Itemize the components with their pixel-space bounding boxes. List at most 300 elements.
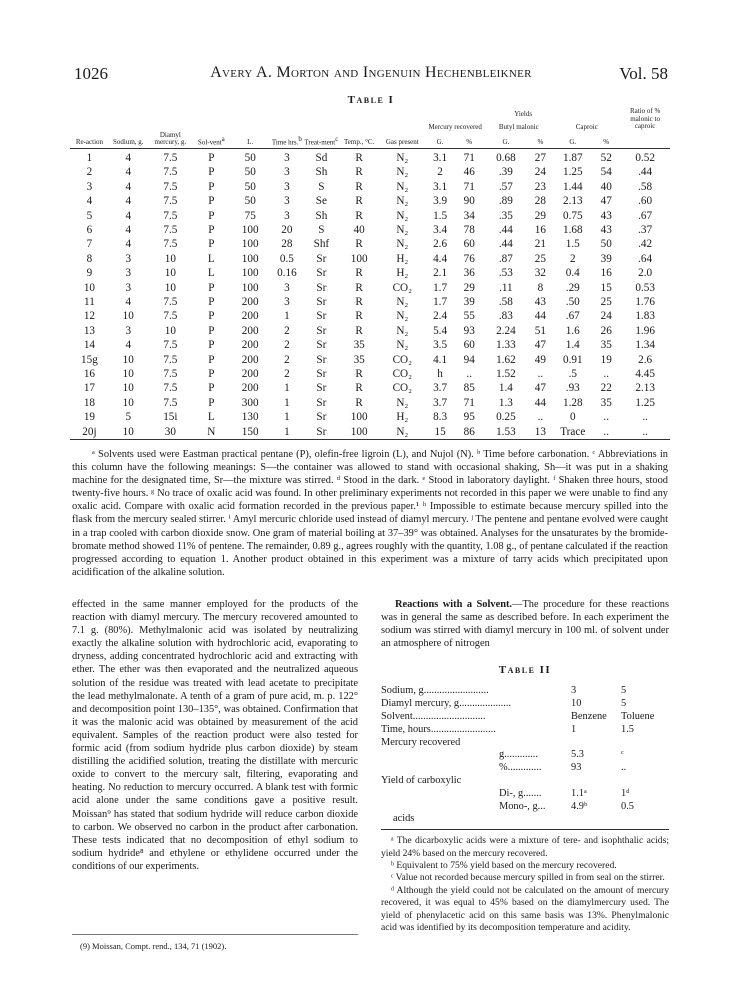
table1-cell: 20j	[70, 425, 109, 440]
table1-cell: 100	[241, 281, 259, 294]
table1-cell: 13	[83, 324, 96, 337]
table1-cell: 1	[284, 396, 290, 409]
table2-label: Sodium, g.........................	[381, 685, 489, 697]
table1-cell: 3	[284, 195, 290, 208]
table1-cell: N₂	[396, 396, 409, 409]
table2-note: ᵇ Equivalent to 75% yield based on the mercury recovered.	[391, 860, 617, 872]
table1-column-header: G.	[484, 132, 527, 149]
table1-cell: 2	[284, 339, 290, 352]
table1-cell: 0.25	[496, 411, 516, 424]
table1-cell: Sr	[316, 267, 327, 280]
running-title: Avery A. Morton and Ingenuin Hechenbleikner	[210, 64, 532, 81]
table2-label: Mono-, g...	[499, 800, 546, 812]
table1-cell: 35	[600, 396, 612, 409]
table1-cell: 76	[463, 252, 475, 265]
table1-cell: N₂	[396, 224, 409, 236]
table1-cell: 0.5	[279, 252, 294, 265]
table1-cell: Shf	[313, 238, 330, 251]
table1-cell: P	[208, 195, 215, 208]
table2-note: ᵃ The dicarboxylic acids were a mixture of tere- and isophthalic acids; yield 24% based on the mercury recovered.	[381, 835, 669, 859]
table2-value: 5	[621, 698, 627, 710]
table1-row	[70, 209, 670, 223]
yield-label: Yield of carboxylic	[381, 775, 462, 787]
table1-cell: P	[208, 281, 215, 294]
yields-group-header: Yields	[514, 110, 533, 119]
table1-cell: 1.62	[496, 353, 516, 366]
table1-cell: P	[208, 224, 215, 236]
table1-column-header	[620, 132, 670, 149]
table1-cell: 93	[463, 324, 475, 337]
table1-cell: 1.4	[565, 339, 580, 352]
table1-cell: 50	[244, 180, 256, 193]
table1-cell: 7.5	[163, 166, 178, 179]
table2-label: %.............	[499, 762, 542, 774]
table1-row	[70, 295, 670, 309]
caproic-header: Caproic	[575, 122, 598, 131]
table1-cell: 2.4	[433, 310, 448, 323]
table1-cell: 15g	[81, 353, 98, 366]
table1-cell: 200	[241, 339, 259, 352]
table1-cell: 60	[463, 339, 475, 352]
table2-group-label-row	[381, 813, 669, 826]
table1-cell: 130	[241, 411, 259, 424]
table2-value: 5	[621, 685, 627, 697]
table1-cell: P	[208, 396, 215, 409]
table1-cell: 7.5	[163, 339, 178, 352]
table1-cell: 6	[86, 224, 93, 236]
table1-cell: h	[437, 368, 443, 381]
table1-cell: .53	[498, 267, 513, 280]
table1-cell: 18	[83, 396, 96, 409]
right-column-text: —The procedure for these reactions was in general the same as described before. In each experiment the sodium was stirred with diamyl mercury in 100 ml. of solvent under an atmosphere of nitrogen	[381, 599, 669, 650]
table1-cell: Sr	[316, 252, 327, 265]
table1-cell: N₂	[396, 151, 409, 164]
table1-cell: 200	[241, 296, 259, 309]
table1-cell: 47	[534, 382, 546, 395]
table1-cell: 46	[463, 166, 475, 179]
volume-label: Vol. 58	[619, 64, 668, 83]
table1-cell: 43	[534, 296, 546, 309]
table1-cell: 4	[125, 209, 132, 222]
table1-column-header: Sodium, g.	[109, 132, 148, 149]
table1-cell: 3	[86, 180, 93, 193]
table1-cell: 5	[125, 411, 132, 424]
table1-cell: 200	[241, 368, 259, 381]
table1-row	[70, 194, 670, 208]
table2-row	[381, 711, 669, 724]
table1-cell: 20	[281, 224, 293, 236]
table1-cell: 2	[437, 166, 443, 179]
table1-cell: 54	[600, 166, 612, 179]
table2-note: ᵈ Although the yield could not be calculated on the amount of mercury recovered, it was equal to 45% based on the diamylmercury used. The yield of phenylacetic acid on this same basis was 13%. Phenylmalonic acid was identified by its decomposition temperature and acidity.	[381, 884, 669, 934]
table1-cell: S	[318, 180, 325, 193]
table1-cell: 7.5	[163, 195, 178, 208]
table1-cell: Sr	[316, 396, 327, 409]
table1-cell: .44	[498, 238, 513, 251]
table1-cell: S	[318, 224, 325, 236]
table1-cell: .44	[638, 166, 653, 179]
table1-cell: ..	[603, 368, 609, 381]
table1-cell: 43	[600, 209, 612, 222]
table1-cell: .42	[638, 238, 653, 251]
table1-cell: 52	[600, 151, 612, 164]
table1-cell: 4	[125, 180, 132, 193]
table1-cell: 10	[122, 368, 134, 381]
table1-cell: R	[355, 267, 363, 280]
table2-note: ᶜ Value not recorded because mercury spilled in from seal on the stirrer.	[391, 872, 665, 884]
table1-cell: 9	[86, 267, 93, 280]
table1-cell: 71	[463, 151, 475, 164]
table2	[381, 685, 669, 826]
table1-cell: .67	[638, 209, 653, 222]
table1-row	[70, 309, 670, 323]
table2-row	[381, 685, 669, 698]
table1-cell: 3	[284, 296, 290, 309]
table1-row	[70, 281, 670, 295]
table1-row	[70, 425, 670, 440]
table1-cell: 2.24	[496, 324, 516, 337]
table1-cell: .58	[638, 180, 653, 193]
table1-cell: H₂	[396, 267, 409, 280]
mercury-recovered-header: Mercury recovered	[428, 122, 482, 131]
table1-cell: 35	[353, 353, 365, 366]
table1-cell: 1.7	[433, 296, 448, 309]
table1-cell: 15i	[163, 411, 178, 424]
table1-cell: 0.16	[277, 267, 297, 280]
table1-cell: 10	[164, 252, 176, 265]
table1-cell: 0	[569, 411, 576, 424]
table1-cell: 17	[83, 382, 96, 395]
table1-cell: 1.33	[496, 339, 516, 352]
table1	[70, 108, 670, 440]
table1-cell: 10	[122, 396, 134, 409]
table1-cell: 100	[241, 252, 259, 265]
table1-cell: 50	[244, 166, 256, 179]
section-heading: Reactions with a Solvent.	[395, 599, 513, 610]
table2-label: g.............	[499, 749, 538, 761]
table1-cell: 1	[284, 411, 290, 424]
table1-row	[70, 252, 670, 266]
table1-cell: 4.1	[433, 353, 448, 366]
table1-cell: 1.44	[562, 180, 583, 193]
table1-cell: 1.87	[562, 151, 583, 164]
table2-group-label-row	[381, 737, 669, 750]
table1-cell: 10	[122, 353, 134, 366]
table1-cell: 100	[350, 252, 368, 265]
table1-cell: 0.4	[565, 267, 580, 280]
table1-cell: 25	[534, 252, 546, 265]
table1-row	[70, 266, 670, 280]
table1-cell: ..	[537, 368, 544, 381]
table1-cell: 22	[600, 382, 612, 395]
table1-cell: .87	[498, 252, 513, 265]
table1-cell: ..	[592, 425, 620, 440]
table1-cell: N	[193, 425, 230, 440]
table1-column-header: Diamyl mercury, g.	[148, 132, 193, 149]
table1-row	[70, 381, 670, 395]
table1-cell: 1	[271, 425, 303, 440]
table1-cell: 3	[284, 180, 290, 193]
table1-cell: 3.4	[433, 224, 448, 236]
table1-cell: 2.6	[433, 238, 448, 251]
table1-cell: 10	[164, 324, 176, 337]
table1-cell: 25	[600, 296, 612, 309]
table1-column-header: Re-action	[70, 132, 109, 149]
table1-column-header: %	[454, 132, 484, 149]
table1-cell: .29	[565, 281, 580, 294]
table1-cell: 7.5	[163, 209, 178, 222]
table1-cell: 75	[244, 209, 256, 222]
table1-cell: ..	[537, 411, 544, 424]
table1-cell: 4	[125, 238, 132, 251]
table1-cell: P	[208, 368, 215, 381]
table1-cell: Sd	[315, 151, 328, 164]
table1-cell: Sr	[316, 281, 327, 294]
table1-cell: 85	[463, 382, 475, 395]
yield-label-acids: acids	[393, 813, 415, 825]
table1-cell: .64	[638, 252, 653, 265]
table1-cell: H₂	[396, 411, 409, 424]
table1-cell: 5	[86, 209, 93, 222]
table2-notes	[381, 835, 669, 934]
table1-cell: CO₂	[392, 353, 413, 366]
table1-column-header: Time hrs.$^b$	[271, 132, 303, 149]
table1-cell: .44	[498, 224, 513, 236]
table2-label: Solvent............................	[381, 711, 486, 723]
table1-row	[70, 410, 670, 424]
table1-cell: 150	[230, 425, 271, 440]
table1-cell: 100	[340, 425, 379, 440]
table1-cell: Trace	[553, 425, 592, 440]
table1-cell: R	[355, 396, 363, 409]
table1-cell: 5.4	[433, 324, 448, 337]
table1-cell: N₂	[396, 310, 409, 323]
table1-cell: 39	[600, 252, 612, 265]
table1-cell: 1.25	[635, 396, 655, 409]
table1-cell: Sr	[316, 368, 327, 381]
table1-cell: R	[355, 180, 363, 193]
table1-cell: Sr	[316, 296, 327, 309]
table1-row	[70, 338, 670, 352]
table1-cell: P	[208, 238, 215, 251]
table1-cell: 0.68	[496, 151, 516, 164]
table1-cell: 19	[600, 353, 612, 366]
table1-cell: 34	[463, 209, 475, 222]
table2-value: 93	[571, 762, 582, 774]
table1-cell: 1.3	[498, 396, 513, 409]
table1-cell: 200	[241, 324, 259, 337]
table1-cell: 44	[534, 396, 546, 409]
table1-cell: P	[208, 382, 215, 395]
table2-row	[381, 801, 669, 814]
table1-cell: 1.25	[562, 166, 583, 179]
table1-cell: 7.5	[163, 238, 178, 251]
table1-cell: 71	[463, 180, 475, 193]
table2-value: 1	[571, 723, 577, 735]
table1-cell: 78	[463, 224, 475, 236]
table1-footnote: ᵃ Solvents used were Eastman practical pentane (P), olefin-free ligroin (L), and Nujol (N). ᵇ Time before carbonation. ᶜ Abbreviations in this column have the following meanings: S—the container was allowed to stand with occasional shaking, Sh—it was put in a shaking machine for the designated time, Sr—the mixture was stirred. ᵈ Stood in the dark. ᵉ Stood in laboratory daylight. ᶠ Shaken three hours, stood twenty-five hours. ᵍ No trace of oxalic acid was found. In other preliminary experiments not recorded in this paper we were unable to find any oxalic acid. Compare with oxalic acid formation recorded in the previous paper.¹ ʰ Impossible to estimate because mercury spilled into the flask from the mercury sealed stirrer. ⁱ Amyl mercuric chloride used instead of diamyl mercury. ʲ The pentene and pentane evolved were caught in a trap cooled with carbon dioxide snow. One gram of material boiling at 37–39° was obtained. Analyses for the unsaturates by the bromide-bromate method showed 11% of pentene. The remainder, 0.89 g., agrees roughly with the quantity, 1.08 g., of pentane calculated if the reaction progressed according to equation 1. Another product obtained in this experiment was a mixture of tarry acids which precipitated upon acidification of the alkaline solution.	[72, 449, 668, 578]
table1-cell: 1.28	[562, 396, 583, 409]
table1-cell: 90	[463, 195, 475, 208]
table1-cell: R	[355, 209, 363, 222]
table1-cell: 200	[241, 353, 259, 366]
table1-cell: 2	[284, 353, 290, 366]
table1-cell: 7.5	[163, 310, 178, 323]
table1-cell: Sr	[303, 425, 340, 440]
table1-cell: 4	[125, 195, 132, 208]
table1-column-header: Sol-vent$^a$	[193, 132, 230, 149]
table1-cell: 2.1	[433, 267, 448, 280]
table1-column-header: %	[527, 132, 553, 149]
table1-cell: 8	[86, 252, 93, 265]
table1-cell: 15	[426, 425, 454, 440]
butyl-malonic-header: Butyl malonic	[498, 122, 539, 131]
table1-cell: 4	[125, 339, 132, 352]
table1-cell: P	[208, 180, 215, 193]
table1-cell: 3	[284, 166, 290, 179]
table1-cell: 21	[534, 238, 546, 251]
table2-value: 3	[571, 685, 577, 697]
table1-cell: 7.5	[163, 151, 178, 164]
table2-value: Benzene	[571, 711, 607, 723]
table1-cell: .89	[498, 195, 513, 208]
table1-cell: .37	[638, 224, 653, 236]
table1-cell: 1.53	[484, 425, 527, 440]
table1-cell: 0.53	[635, 281, 655, 294]
table2-value: ᶜ	[621, 749, 624, 761]
table1-cell: 8.3	[433, 411, 448, 424]
table1-cell: 1.4	[498, 382, 513, 395]
right-column-paragraph	[381, 598, 669, 650]
left-column	[72, 598, 358, 873]
table1-title: Table I	[347, 94, 395, 106]
table1-cell: ..	[603, 411, 609, 424]
table1-cell: .67	[565, 310, 580, 323]
table1-cell: .83	[498, 310, 513, 323]
table1-cell: 3	[125, 281, 132, 294]
table1-cell: 40	[600, 180, 612, 193]
table2-row	[381, 749, 669, 762]
table1-cell: N₂	[396, 166, 409, 179]
table1-cell: 36	[463, 267, 475, 280]
left-column-text: effected in the same manner employed for the products of the reaction with diamyl mercury. The mercury recovered amounted to 7.1 g. (80%). Methylmalonic acid was isolated by neutralizing exactly the alkaline solution with hydrochloric acid, evaporating to dryness, adding concentrated hydrochloric acid and extracting with ether. The ether was then evaporated and the neutralized aqueous solution of the residue was treated with lead acetate to precipitate the lead methylmalonate. A tenth of a gram of pure acid, m. p. 122° and decomposition point 130–135°, was obtained. Confirmation that it was the malonic acid was obtained by measurement of the acid equivalent. Samples of the reaction product were also tested for formic acid (from sodium hydride plus carbon dioxide) by steam distilling the acidified solution, treating the distillate with mercuric oxide to convert to the mercury salt, filtering, evaporating and heating. No reduction to mercury occurred. A blank test with formic acid alone under the same conditions gave a positive result. Moissan⁹ has stated that sodium hydride will reduce carbon dioxide to carbon. We observed no carbon in the product after carbonation. These tests indicated that no decomposition of ethyl sodium to sodium hydride⁸ and ethylene or ethylidene occurred under the conditions of our experiments.	[72, 599, 358, 872]
table1-cell: 300	[241, 396, 259, 409]
table1-cell: 3	[284, 281, 290, 294]
table1-cell: Sr	[316, 324, 327, 337]
table1-cell: P	[208, 353, 215, 366]
table1-cell: 3	[125, 252, 132, 265]
table2-label: Diamyl mercury, g....................	[381, 698, 512, 710]
table1-cell: 11	[84, 296, 95, 309]
table1-cell: L	[207, 411, 215, 424]
table1-cell: ..	[466, 368, 472, 381]
table1-cell: .58	[498, 296, 513, 309]
table1-cell: 4	[125, 166, 132, 179]
table1-cell: 55	[463, 310, 475, 323]
table2-title: Table II	[498, 664, 552, 677]
table1-cell: .5	[568, 368, 577, 381]
table1-cell: 1	[284, 310, 290, 323]
table1-cell: Sr	[316, 411, 327, 424]
table1-cell: 10	[122, 310, 134, 323]
table1-row	[70, 165, 670, 179]
table1-cell: 1.96	[635, 324, 655, 337]
table2-value: Toluene	[621, 711, 655, 723]
table1-cell: ..	[642, 411, 648, 424]
table1-cell: 7.5	[163, 353, 178, 366]
table1-cell: .57	[498, 180, 513, 193]
table1-cell: 32	[534, 267, 546, 280]
table1-cell: P	[208, 296, 215, 309]
table1-row	[70, 237, 670, 251]
table1-cell: 2	[569, 252, 576, 265]
table1-cell: 14	[83, 339, 96, 352]
table1-cell: Sr	[316, 353, 327, 366]
table2-rule	[381, 829, 669, 830]
table1-cell: R	[355, 151, 363, 164]
table1-cell: 3.1	[433, 151, 448, 164]
table1-cell: 3.5	[433, 339, 448, 352]
table1-cell: 3	[125, 324, 132, 337]
table1-column-header: G.	[426, 132, 454, 149]
table1-cell: 13	[527, 425, 553, 440]
table2-label: Time, hours.........................	[381, 723, 496, 735]
table1-cell: 1.34	[635, 339, 655, 352]
reference-footnote: (9) Moissan, Compt. rend., 134, 71 (1902).	[72, 934, 358, 951]
table1-cell: R	[355, 195, 363, 208]
table1-cell: 200	[241, 310, 259, 323]
table1-cell: 16	[534, 224, 546, 236]
table1-row	[70, 223, 670, 237]
table1-cell: 35	[353, 339, 365, 352]
table1-cell: 1.5	[433, 209, 448, 222]
table1-cell: 0.52	[635, 151, 655, 164]
table1-row	[70, 148, 670, 165]
table1-cell: 1.52	[496, 368, 516, 381]
table1-column-header: %	[592, 132, 620, 149]
table1-cell: P	[208, 209, 215, 222]
table2-label: Di-, g.......	[499, 787, 542, 799]
table1-cell: 49	[534, 353, 546, 366]
table1-cell: 2.0	[638, 267, 653, 280]
table1-cell: CO₂	[392, 281, 413, 294]
table2-value: 5.3	[571, 749, 584, 761]
table1-cell: .60	[638, 195, 653, 208]
table1-cell: 1.5	[565, 238, 580, 251]
table1-cell: R	[355, 382, 363, 395]
table1-cell: 1.6	[565, 324, 580, 337]
table1-column-header: G.	[553, 132, 592, 149]
table1-cell: .11	[499, 281, 513, 294]
table1-cell: 3.9	[433, 195, 448, 208]
table1-cell: 50	[244, 151, 256, 164]
table2-value: 10	[571, 698, 582, 710]
table1-cell: CO₂	[392, 368, 413, 381]
table1-cell: 7.5	[163, 224, 178, 236]
table1-cell: 7.5	[163, 368, 178, 381]
table1-cell: 23	[534, 180, 546, 193]
table2-value: 1.1ᵃ	[571, 787, 587, 799]
table1-cell: .50	[565, 296, 580, 309]
table1-cell: N₂	[396, 339, 409, 352]
table1-cell: 3	[125, 267, 132, 280]
table1-cell: 2.13	[562, 195, 583, 208]
table1-cell: 7.5	[163, 396, 178, 409]
table1-cell: 47	[600, 195, 612, 208]
table1-cell: 24	[534, 166, 546, 179]
table1-cell: 10	[83, 281, 96, 294]
table1-cell: .39	[498, 166, 513, 179]
